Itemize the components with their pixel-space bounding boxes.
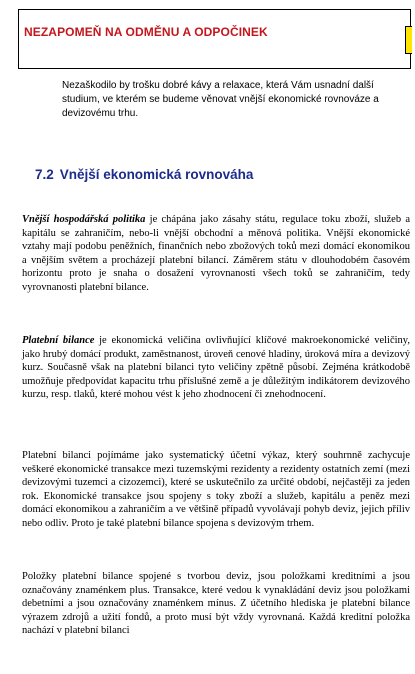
intro-text: Nezaškodilo by trošku dobré kávy a relaxace, která Vám usnadní další studium, ve kterém se budeme věnovat vnější ekonomické rovnováze a devizovému trhu. bbox=[62, 80, 379, 119]
paragraph-foreign-economic-policy bbox=[22, 213, 410, 295]
section-heading bbox=[35, 167, 253, 182]
section-number: 7.2 bbox=[35, 167, 54, 182]
paragraph-accounting-statement bbox=[22, 449, 410, 531]
paragraph-text: je ekonomická veličina ovlivňující klíčové makroekonomické veličiny, jako hrubý domácí produkt, zaměstnanost, úroveň cenové hladiny, úroková míra a devizový kurz. Současně však na platební bilanci tyto veličiny zpětně působí. Zejména krátkodobě umožňuje předpovídat kapacitu trhu příslušné země a je důležitým indikátorem devizového kurzu, resp. tlaků, které mohou vést k jeho zhodnocení či znehodnocení. bbox=[22, 335, 410, 401]
paragraph-text: Platební bilanci pojímáme jako systematický účetní výkaz, který souhrnně zachycuje veškeré ekonomické transakce mezi tuzemskými rezidenty a rezidenty ostatních zemí (mezi devizovými tuzemci a cizozemci), které se uskutečnilo za určité období, nejčastěji za jeden rok. Ekonomické transakce jsou spojeny s toky zboží a služeb, kapitálu a peněz mezi domácí ekonomikou a zahraničím a ve většině případů vyvolávají pohyb deviz, jejich příliv nebo odliv. Proto je také platební bilance spojena s devizovým trhem. bbox=[22, 450, 410, 529]
paragraph-text: Položky platební bilance spojené s tvorbou deviz, jsou položkami kreditními a jsou označovány znaménkem plus. Transakce, které vedou k vynakládání deviz jsou položkami debetními a jsou označovány znaménkem mínus. Z účetního hlediska je platební bilance výrazem zdrojů a užití fondů, a proto musí být vždy vyrovnaná. Každá kreditní položka nachází v platební bilanci bbox=[22, 571, 410, 637]
section-title: Vnější ekonomická rovnováha bbox=[59, 167, 254, 182]
paragraph-balance-of-payments bbox=[22, 334, 410, 402]
paragraph-credit-debit-items bbox=[22, 570, 410, 638]
reward-reminder-box bbox=[18, 9, 411, 69]
term-highlight: Platební bilance bbox=[22, 335, 95, 346]
reward-reminder-title: NEZAPOMEŇ NA ODMĚNU A ODPOČINEK bbox=[24, 25, 268, 39]
term-highlight: Vnější hospodářská politika bbox=[22, 214, 146, 225]
paragraph-text: je chápána jako zásahy státu, regulace toku zboží, služeb a kapitálu se zahraničím, nebo-li vnější obchodní a měnová politika. Vnější ekonomické vztahy mají podobu peněžních, finančních nebo zbožových toků mezi domácí ekonomikou a vnějším světem a procházejí platební bilancí. Záměrem státu v dlouhodobém časovém horizontu proto je snaha o dosažení vyrovnanosti všech toků se zahraničím, tedy vyrovnanosti platební bilance. bbox=[22, 214, 410, 293]
yellow-marker-tab bbox=[405, 26, 412, 54]
